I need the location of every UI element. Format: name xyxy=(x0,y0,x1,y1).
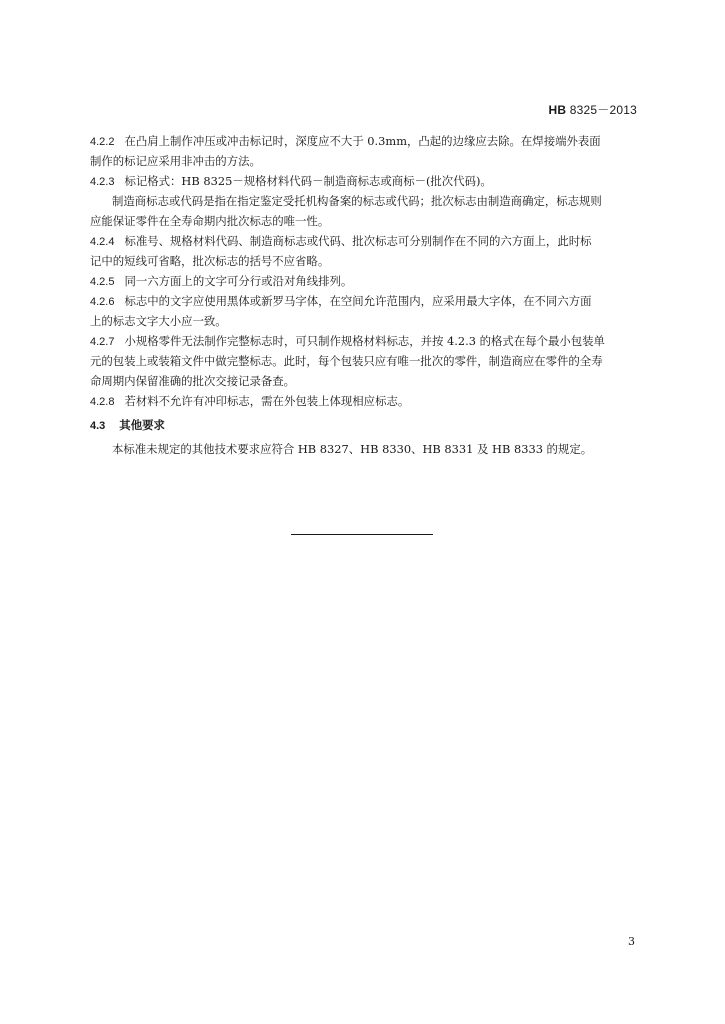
clause-number: 4.2.7 xyxy=(90,336,115,348)
clause-text: 在凸肩上制作冲压或冲击标记时，深度应不大于 0.3mm，凸起的边缘应去除。在焊接端外表面 xyxy=(124,134,601,148)
section-heading xyxy=(90,415,640,435)
page-number: 3 xyxy=(628,935,635,948)
section-number: 4.3 xyxy=(90,420,106,432)
clause-text: 元的包装上或装箱文件中做完整标志。此时，每个包装只应有唯一批次的零件，制造商应在零件的全寿 xyxy=(90,354,603,368)
document-code-header xyxy=(549,101,637,118)
clause-text: 命周期内保留准确的批次交接记录备查。 xyxy=(90,374,296,388)
clause-text: 制作的标记应采用非冲击的方法。 xyxy=(90,154,261,168)
clause-text: 应能保证零件在全寿命期内批次标志的唯一性。 xyxy=(90,214,330,228)
clause-text: 若材料不允许有冲印标志，需在外包装上体现相应标志。 xyxy=(124,394,410,408)
end-rule xyxy=(291,534,433,535)
section-title: 其他要求 xyxy=(119,418,165,432)
clause-text: 上的标志文字大小应一致。 xyxy=(90,314,227,328)
clause-number: 4.2.8 xyxy=(90,396,115,408)
clause-number: 4.2.3 xyxy=(90,176,115,188)
clause-number: 4.2.6 xyxy=(90,296,115,308)
clause-number: 4.2.2 xyxy=(90,136,115,148)
clause-number: 4.2.4 xyxy=(90,236,115,248)
standard-number: 8325－2013 xyxy=(569,103,637,117)
clause-4-2-5 xyxy=(90,271,640,291)
clause-4-2-7 xyxy=(90,331,640,391)
clause-4-2-4 xyxy=(90,231,640,271)
standard-prefix: HB xyxy=(548,103,567,117)
clause-number: 4.2.5 xyxy=(90,276,115,288)
clause-4-2-8 xyxy=(90,391,640,411)
clause-text: 同一六方面上的文字可分行或沿对角线排列。 xyxy=(124,274,353,288)
clause-4-2-3 xyxy=(90,171,640,231)
clause-4-2-6 xyxy=(90,291,640,331)
clause-text: 标记格式：HB 8325－规格材料代码－制造商标志或商标－(批次代码)。 xyxy=(124,174,492,188)
section-text: 本标准未规定的其他技术要求应符合 HB 8327、HB 8330、HB 8331 及 HB 8333 的规定。 xyxy=(112,442,593,456)
clause-text: 小规格零件无法制作完整标志时，可只制作规格材料标志，并按 4.2.3 的格式在每个最小包装单 xyxy=(124,334,605,348)
clause-text: 标准号、规格材料代码、制造商标志或代码、批次标志可分别制作在不同的六方面上，此时标 xyxy=(124,234,592,248)
document-body xyxy=(90,131,640,459)
clause-text: 标志中的文字应使用黑体或新罗马字体，在空间允许范围内，应采用最大字体，在不同六方面 xyxy=(124,294,592,308)
clause-text: 制造商标志或代码是指在指定鉴定受托机构备案的标志或代码；批次标志由制造商确定，标志规则 xyxy=(112,194,602,208)
clause-4-2-2 xyxy=(90,131,640,171)
clause-text: 记中的短线可省略，批次标志的括号不应省略。 xyxy=(90,254,330,268)
